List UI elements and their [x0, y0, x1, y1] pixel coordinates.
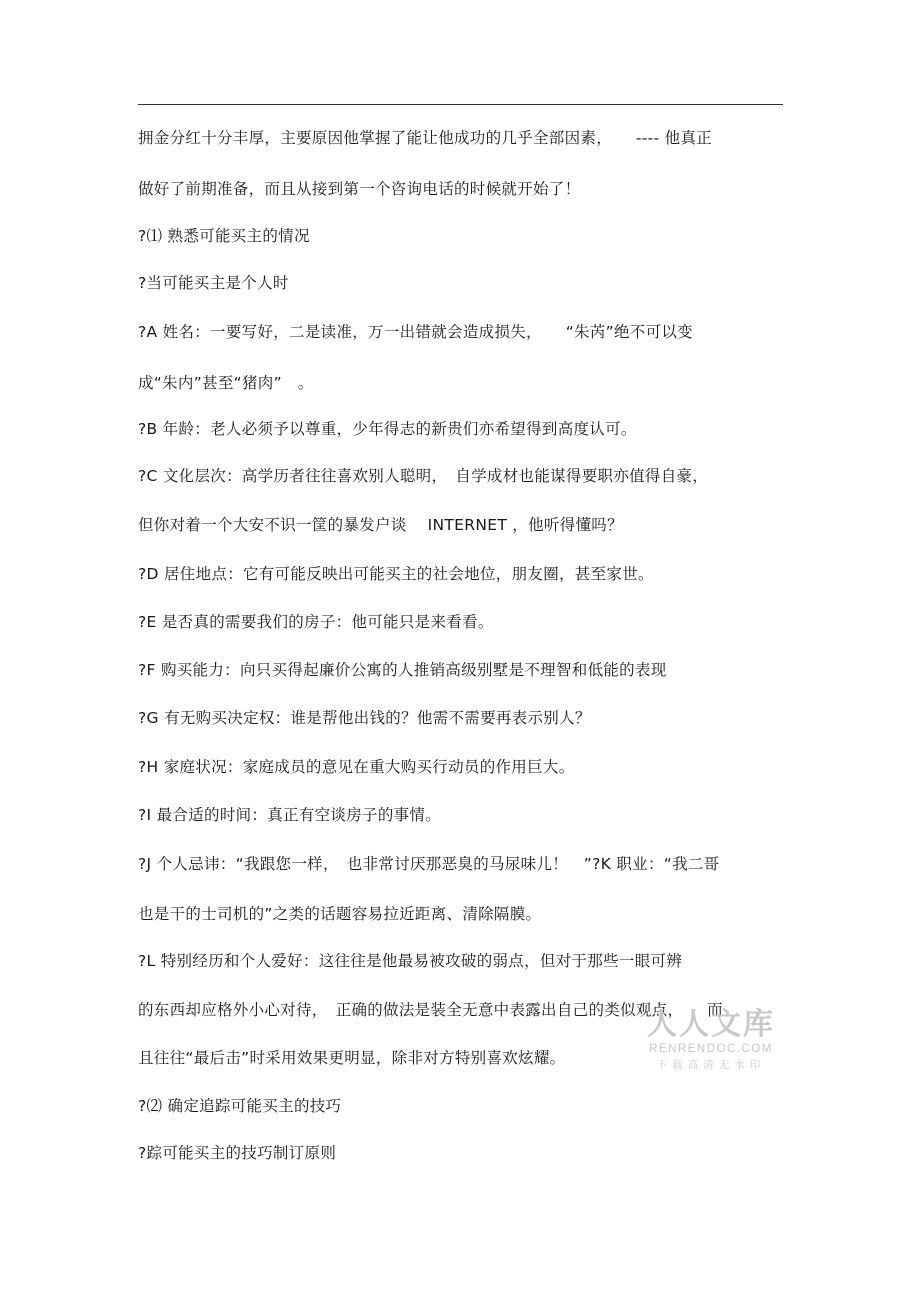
text-line-14: ?H 家庭状况：家庭成员的意见在重大购买行动员的作用巨大。 [138, 758, 575, 776]
text-line-12: ?F 购买能力：向只买得起廉价公寓的人推销高级别墅是不理智和低能的表现 [138, 661, 667, 679]
text-line-13: ?G 有无购买决定权：谁是帮他出钱的？他需不需要再表示别人？ [138, 709, 591, 727]
text-line-1: 拥金分红十分丰厚，主要原因他掌握了能让他成功的几乎全部因素， ---- 他真正 [138, 129, 713, 147]
text-line-17: 也是干的士司机的”之类的话题容易拉近距离、清除隔膜。 [138, 905, 542, 923]
text-line-18: ?L 特别经历和个人爱好：这往往是他最易被攻破的弱点，但对于那些一眼可辨 [138, 952, 683, 970]
text-line-8: ?C 文化层次：高学历者往往喜欢别人聪明， 自学成材也能谋得要职亦值得自豪， [138, 467, 709, 485]
text-line-2: 做好了前期准备，而且从接到第一个咨询电话的时候就开始了！ [138, 180, 581, 198]
text-line-16: ?J 个人忌讳：“我跟您一样， 也非常讨厌那恶臭的马尿味儿！ ”?K 职业：“我二哥 [138, 855, 720, 873]
text-line-7: ?B 年龄：老人必须予以尊重，少年得志的新贵们亦希望得到高度认可。 [138, 420, 637, 438]
watermark-title: 人人文库 [647, 1007, 775, 1042]
text-line-9: 但你对着一个大安不识一筐的暴发户谈 INTERNET ，他听得懂吗？ [138, 516, 623, 534]
text-line-10: ?D 居住地点：它有可能反映出可能买主的社会地位，朋友圈，甚至家世。 [138, 565, 654, 583]
text-line-4: ?当可能买主是个人时 [138, 274, 289, 292]
header-divider [138, 104, 783, 105]
text-line-22: ?踪可能买主的技巧制订原则 [138, 1144, 337, 1162]
text-line-15: ?I 最合适的时间：真正有空谈房子的事情。 [138, 806, 442, 824]
text-line-20: 且往往“最后击”时采用效果更明显，除非对方特别喜欢炫耀。 [138, 1049, 566, 1067]
watermark-logo [646, 1008, 776, 1072]
text-line-5: ?A 姓名：一要写好，二是读准，万一出错就会造成损失， “朱芮”绝不可以变 [138, 323, 693, 341]
watermark-subtitle: 下载高清无水印 [656, 1059, 766, 1071]
text-line-21: ?⑵ 确定追踪可能买主的技巧 [138, 1097, 342, 1115]
text-line-6: 成“朱内”甚至“猪肉” 。 [138, 374, 314, 392]
watermark-domain: RENRENDOC.COM [649, 1043, 773, 1055]
text-line-19: 的东西却应格外小心对待， 正确的做法是装全无意中表露出自己的类似观点， 而 [138, 1001, 723, 1019]
text-line-3: ?⑴ 熟悉可能买主的情况 [138, 227, 310, 245]
text-line-11: ?E 是否真的需要我们的房子：他可能只是来看看。 [138, 613, 494, 631]
